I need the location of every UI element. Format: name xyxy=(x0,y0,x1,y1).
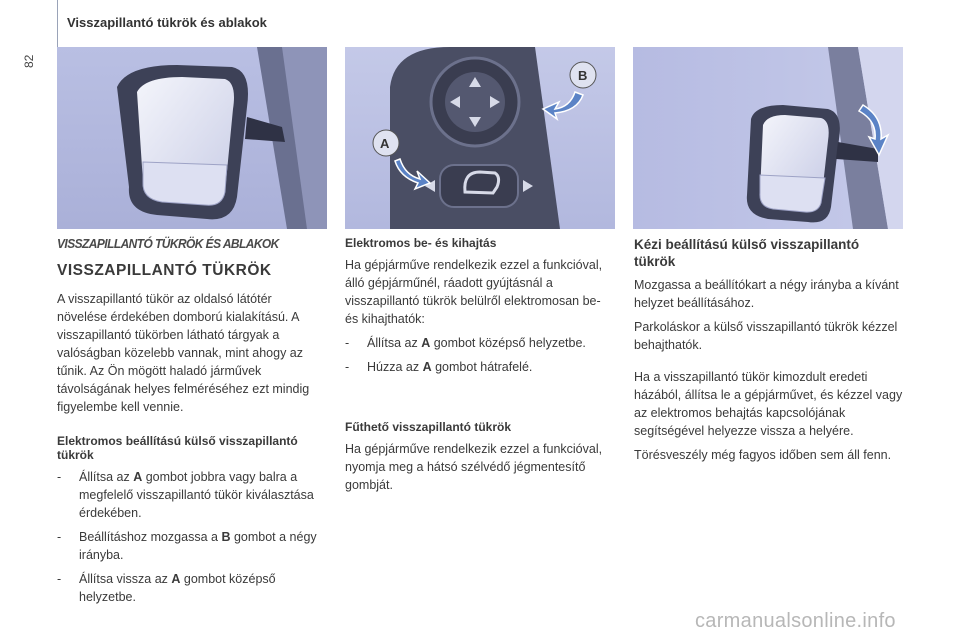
label-b: B xyxy=(578,68,588,83)
page-header: Visszapillantó tükrök és ablakok xyxy=(67,15,267,30)
paragraph: Ha a visszapillantó tükör kimozdult eredeti házából, állítsa le a gépjárművet, és kézzel vagy az elektromos behajtás kapcsolójának segítségével helyezze vissza a helyére. xyxy=(634,370,903,438)
manual-mirror-image xyxy=(633,47,903,229)
label-a: A xyxy=(380,136,390,151)
list-item: - Állítsa vissza az A gombot középső helyzetbe. xyxy=(57,572,276,604)
section-title: Kézi beállítású külső visszapillantó tükrök xyxy=(634,237,860,269)
list-item: - Állítsa az A gombot jobbra vagy balra a megfelelő visszapillantó tükör kiválasztása érdekében. xyxy=(57,470,314,520)
mirror-left-image xyxy=(57,47,327,229)
list-item: - Húzza az A gombot hátrafelé. xyxy=(345,360,533,374)
control-panel-image xyxy=(345,47,615,229)
watermark: carmanualsonline.info xyxy=(695,610,896,632)
page-number: 82 xyxy=(22,54,36,68)
paragraph: Ha gépjárműve rendelkezik ezzel a funkcióval, álló gépjárműnél, ráadott gyújtásnál a visszapillantó tükrök belülről elektromosan be- és kihajthatók: xyxy=(345,258,603,326)
list-item: - Állítsa az A gombot középső helyzetbe. xyxy=(345,336,586,350)
paragraph: Mozgassa a beállítókart a négy irányba a kívánt helyzet beállításához. xyxy=(634,278,899,310)
column-2 xyxy=(345,236,613,500)
subsection-title: Fűthető visszapillantó tükrök xyxy=(345,420,512,434)
paragraph: Parkoláskor a külső visszapillantó tükrök kézzel behajthatók. xyxy=(634,320,898,352)
intro-paragraph: A visszapillantó tükör az oldalsó látótér növelése érdekében domború kialakítású. A visszapillantó tükörben látható tárgyak a valóságban közelebb vannak, mint ahogy az tűnik. Az Ön mögött haladó járművek távolságának helyes felméréséhez ezt mindig figyelembe kell vennie. xyxy=(57,292,310,414)
section-title: VISSZAPILLANTÓ TÜKRÖK xyxy=(57,262,272,279)
section-banner: VISSZAPILLANTÓ TÜKRÖK ÉS ABLAKOK xyxy=(57,236,279,251)
paragraph: Ha gépjárműve rendelkezik ezzel a funkcióval, nyomja meg a hátsó szélvédő jégmentesítő gombját. xyxy=(345,442,603,492)
subsection-title: Elektromos beállítású külső visszapillantó tükrök xyxy=(57,434,298,462)
paragraph: Törésveszély még fagyos időben sem áll fenn. xyxy=(634,448,892,462)
column-1 xyxy=(57,290,319,612)
column-3 xyxy=(634,276,904,470)
subsection-title: Elektromos be- és kihajtás xyxy=(345,236,497,250)
list-item: - Beállításhoz mozgassa a B gombot a négy irányba. xyxy=(57,530,317,562)
